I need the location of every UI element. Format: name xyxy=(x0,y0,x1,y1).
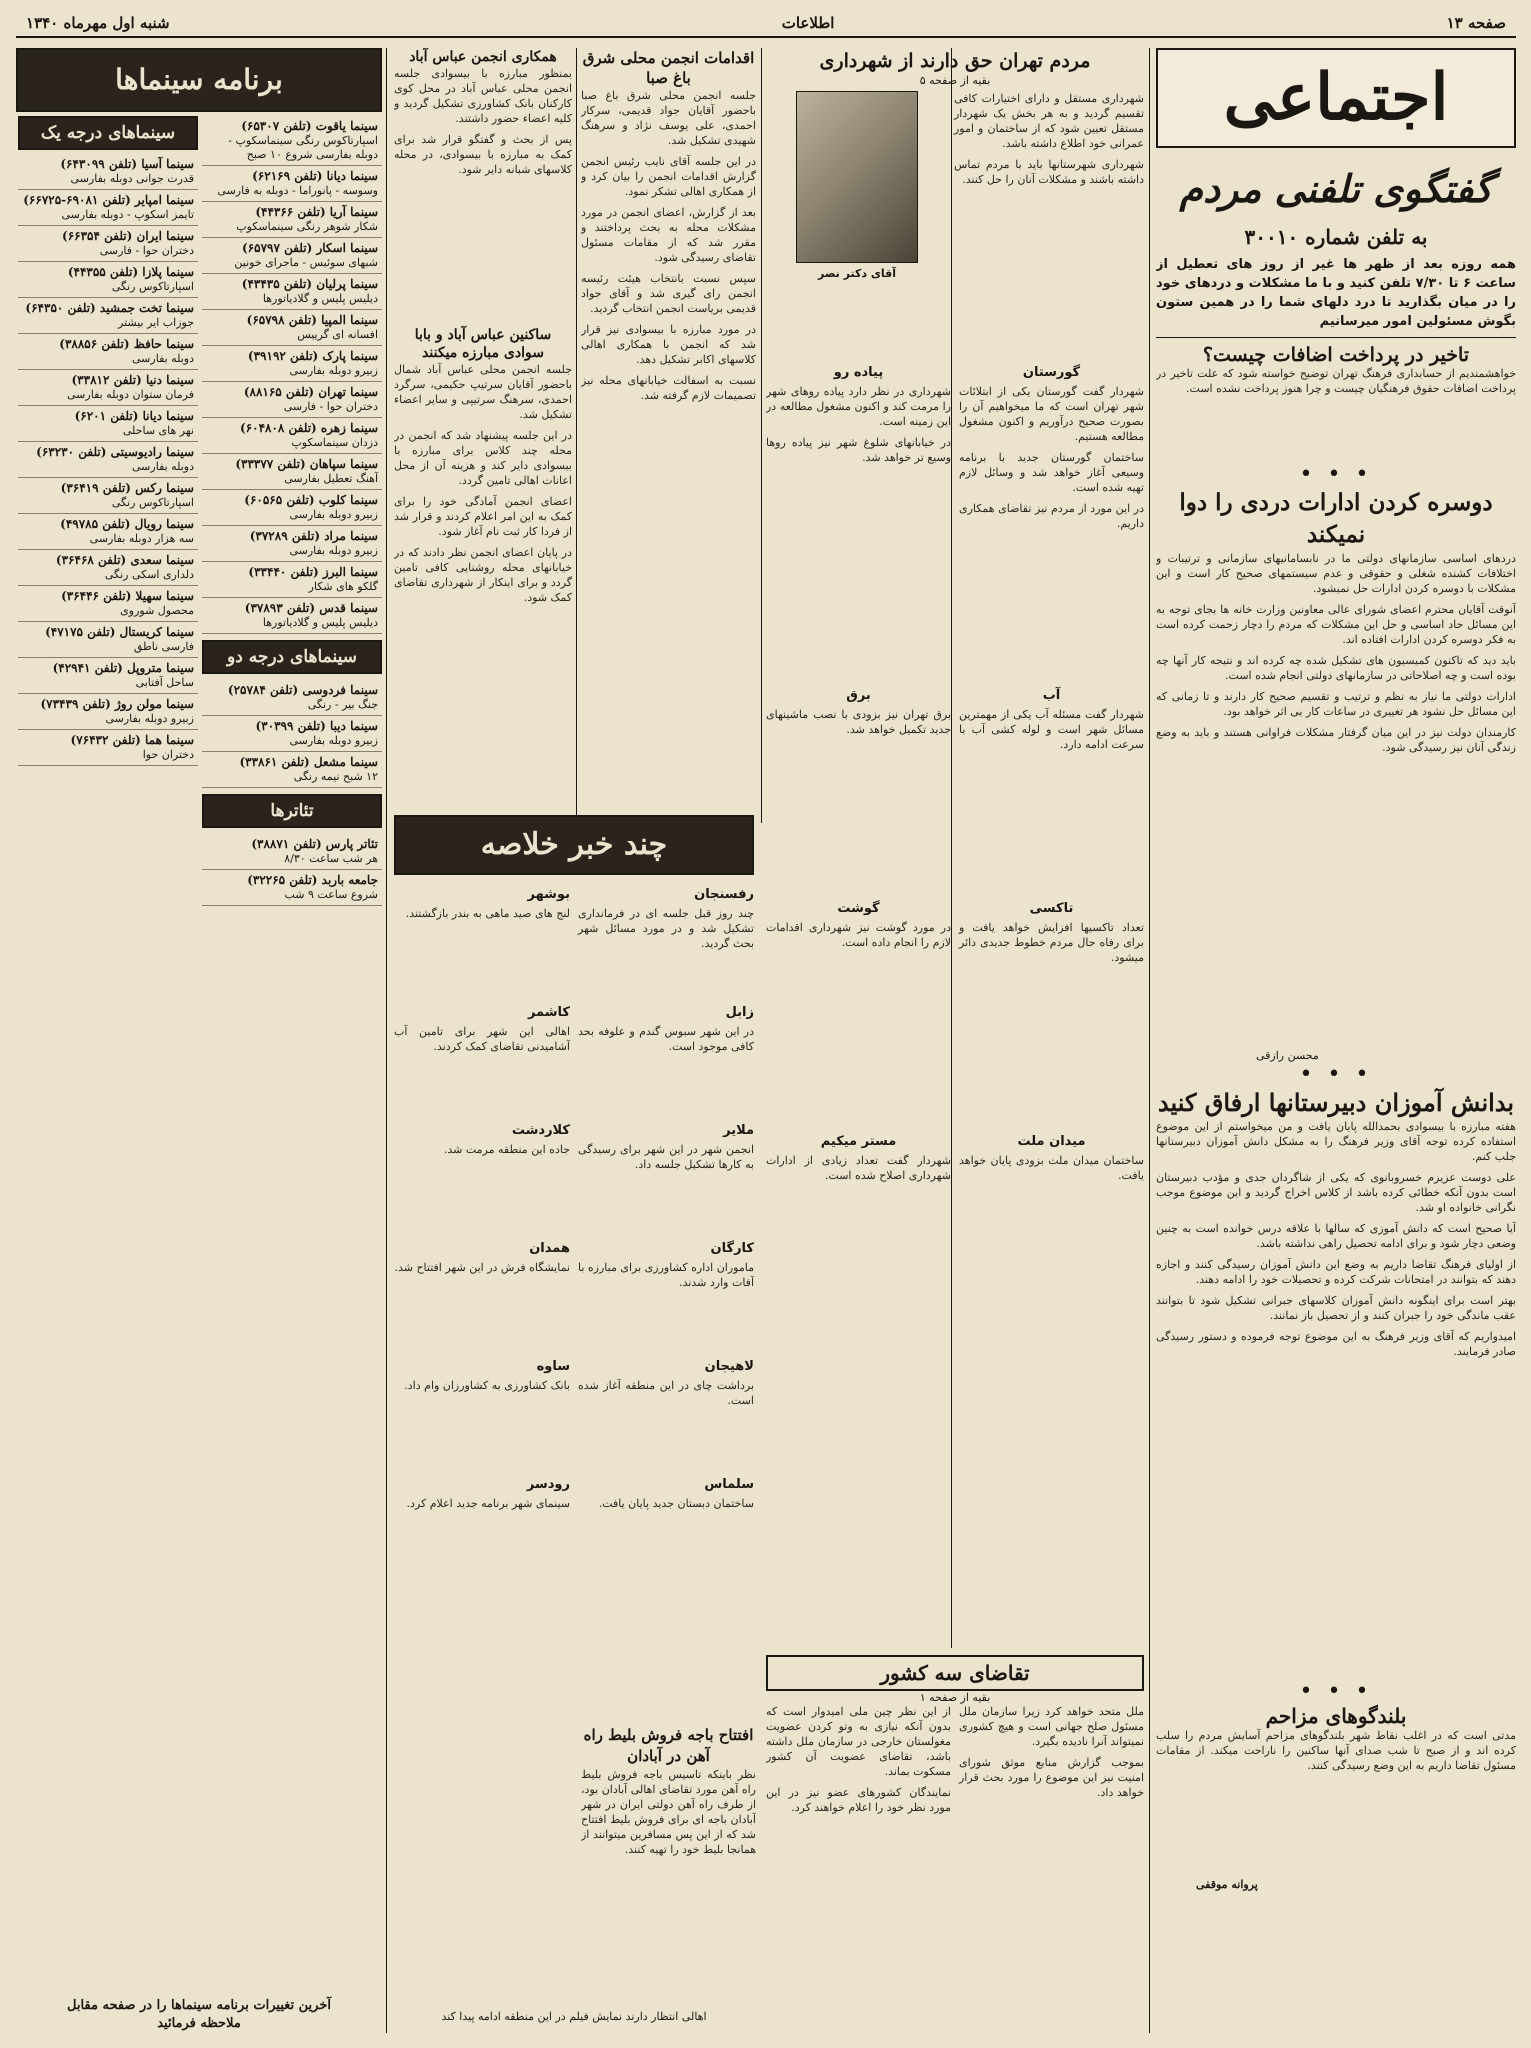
theater-listing xyxy=(202,834,382,870)
subhead: پیاده رو xyxy=(833,365,884,380)
cinema-listing-info: زبیرو دوبله بفارسی xyxy=(105,712,194,725)
cinema-listing-name: سینما دیبا (تلفن ۳۰۳۹۹) xyxy=(255,719,378,733)
section-masthead xyxy=(1156,48,1516,148)
section-banner: برنامه سینماها xyxy=(16,48,382,112)
city-name: کارگان xyxy=(710,1241,754,1256)
subhead: میدان ملت xyxy=(1017,1134,1086,1149)
cinema-listing xyxy=(202,202,382,238)
cinema-listing-info: اسپارتاکوس رنگی xyxy=(111,496,194,509)
cinema-listing-info: زبیرو دوبله بفارسی xyxy=(289,734,378,747)
cinema-listing-name: سینما رکس (تلفن ۳۶۴۱۹) xyxy=(60,481,194,495)
article-body: هفته مبارزه با بیسوادی بحمدالله پایان یافت و من میخواستم از این موضوع استفاده کرده توجه آقای وزیر فرهنگ را به مشکل دانش آموزان دبیرستانها جلب کنم. علی دوست عزیزم خسروبانوی که یکی از شاگردان جدی و مؤدب دبیرستان است بدون آنکه خطائی کرده باشد از کلاس اخراج گردید و این موضوع موجب نگرانی خانواده او شد. آیا صحیح است که دانش آموزی که سالها با علاقه درس خوانده است به چنین وضعی دچار شود و برای ادامه تحصیل راهی نداشته باشد. از اولیای فرهنگ تقاضا داریم به وضع این دانش آموزان رسیدگی کنند و اجازه دهند که بتوانند در امتحانات شرکت کرده و تحصیلات خود را ادامه دهند. بهتر است برای اینگونه دانش آموزان کلاسهای جبرانی تشکیل شود تا بتوانند عقب ماندگی خود را جبران کنند و از تحصیل باز نمانند. امیدواریم که آقای وزیر فرهنگ به این موضوع توجه فرموده و دستور رسیدگی صادر فرمایند. xyxy=(1156,1120,1516,1358)
article-title: اقدامات انجمن محلی شرق باغ صبا xyxy=(582,49,755,87)
article-body: خواهشمندیم از حسابداری فرهنگ تهران توضیح خواسته شود که علت تاخیر در پرداخت اضافات حقوق فرهنگیان چیست و چرا هنوز پرداخت نشده است. xyxy=(1156,367,1516,395)
cinema-listing-info: دختران حوا - فارسی xyxy=(283,400,378,413)
teghaza-article xyxy=(766,1655,1144,2030)
cinema-listing-name: سینما متروپل (تلفن ۴۲۹۴۱) xyxy=(52,661,194,675)
cinema-listing-info: تایمز اسکوپ - دوبله بفارسی xyxy=(61,208,194,221)
article-title: ساکنین عباس آباد و بابا سوادی مبارزه میکنند xyxy=(414,327,552,361)
cinema-listing-name: سینما تخت جمشید (تلفن ۶۴۳۵۰) xyxy=(25,301,194,315)
cinema-listing-name: سینما دیانا (تلفن ۶۲۰۱) xyxy=(74,409,194,423)
column-rule xyxy=(761,48,762,823)
cinema-listing xyxy=(18,550,198,586)
city-name: همدان xyxy=(529,1241,570,1256)
cinema-listing xyxy=(202,490,382,526)
subhead: گوشت xyxy=(837,901,880,916)
city-name: ساوه xyxy=(536,1359,570,1374)
cinema-listing xyxy=(18,478,198,514)
news-body: بانک کشاورزی به کشاورزان وام داد. xyxy=(404,1379,570,1392)
cinema-listing-info: ساحل آفتابی xyxy=(135,676,194,689)
cinema-section xyxy=(16,48,382,2033)
cinema-footer: ملاحظه فرمائید xyxy=(157,2016,241,2031)
cinema-listing-name: سینما مشعل (تلفن ۳۳۸۶۱) xyxy=(239,755,378,769)
article-body: مدتی است که در اغلب نقاط شهر بلندگوهای مزاحم آسایش مردم را سلب کرده اند و از صبح تا شب صدای آنها ساکنین را ناراحت میکند. از مقامات مسئول تقاضا داریم به این وضع رسیدگی کنند. xyxy=(1156,1729,1516,1772)
tehran-article xyxy=(766,48,1144,1648)
cinema-listing-name: سینما سعدی (تلفن ۳۶۴۶۸) xyxy=(55,553,194,567)
theater-listing-name: جامعه باربد (تلفن ۳۲۲۶۵) xyxy=(247,873,378,887)
cinema-listing xyxy=(202,598,382,634)
cinema-first-class: سینماهای درجه یک xyxy=(18,116,198,150)
cinema-listing xyxy=(202,680,382,716)
item-title: بلندگوهای مزاحم xyxy=(1265,1704,1407,1728)
subhead: برق xyxy=(846,688,871,703)
cinema-listing-info: اسپارتاکوس رنگی سینماسکوپ - دوبله بفارسی شروع ۱۰ صبح xyxy=(228,134,378,161)
separator: • • • xyxy=(1299,462,1373,487)
item-title: دوسره کردن ادارات دردی را دوا نمیکند xyxy=(1179,489,1493,548)
cinema-listing xyxy=(18,622,198,658)
news-body: چند روز قبل جلسه ای در فرمانداری تشکیل شد و در مورد مسائل شهر بحث گردید. xyxy=(578,907,754,950)
phone-column-title: گفتگوی تلفنی مردم xyxy=(1179,166,1493,211)
city-name: سلماس xyxy=(704,1477,754,1492)
cinema-listing-name: سینما اسکار (تلفن ۶۵۷۹۷) xyxy=(241,241,378,255)
article-title: مردم تهران حق دارند از شهرداری xyxy=(819,50,1091,72)
cinema-listing-info: آهنگ تعطیل بفارسی xyxy=(284,472,378,485)
cinema-listing-name: سینما امپایر (تلفن ۶۹۰۸۱-۶۶۷۲۵) xyxy=(23,193,194,207)
theater-list xyxy=(202,834,382,906)
news-body: در این شهر سبوس گندم و علوفه بحد کافی موجود است. xyxy=(578,1025,754,1053)
cinema-listing-info: فرمان ستوان دوبله بفارسی xyxy=(67,388,194,401)
cinema-listing-name: سینما پلازا (تلفن ۴۴۳۵۵) xyxy=(67,265,194,279)
column-rule xyxy=(576,48,577,823)
news-body: ماموران اداره کشاورزی برای مبارزه با آفات وارد شدند. xyxy=(578,1261,754,1289)
city-name: زابل xyxy=(725,1005,754,1020)
news-body: نمایشگاه فرش در این شهر افتتاح شد. xyxy=(394,1261,570,1274)
article-body: جلسه انجمن محلی عباس آباد شمال باحضور آقایان سرتیپ حکیمی، سرگرد احمدی، سرهنگ سرتیپی و سایر اعضاء تشکیل شد. در این جلسه پیشنهاد شد که انجمن در محله چند کلاس برای مبارزه با بیسوادی دایر کند و هزینه آن از محل اعانات اهالی تامین گردد. اعضای انجمن آمادگی خود را برای کمک به این امر اعلام کردند و قرار شد از فردا کار ثبت نام آغاز شود. در پایان اعضای انجمن نظر دادند که در خیابانهای محله روشنایی کافی تامین گردد و برای اینکار از شهرداری تقاضای کمک شود. xyxy=(394,363,572,604)
cinema-listing-name: سینما حافظ (تلفن ۳۸۸۵۶) xyxy=(59,337,194,351)
cinema-listing xyxy=(202,116,382,166)
news-body: ساختمان دبستان جدید پایان یافت. xyxy=(598,1497,754,1510)
cinema-listing-info: قدرت جوانی دوبله بفارسی xyxy=(70,172,194,185)
cinema-listing xyxy=(18,298,198,334)
cinema-listing xyxy=(202,382,382,418)
khabar-footer: اهالی انتظار دارند نمایش فیلم در این منطقه ادامه پیدا کند xyxy=(441,2010,707,2023)
item-title: تاخیر در پرداخت اضافات چیست؟ xyxy=(1202,344,1470,366)
cinema-listing-name: سینما رادیوسیتی (تلفن ۶۳۲۳۰) xyxy=(36,445,194,459)
cinema-listing xyxy=(18,370,198,406)
cinema-listing-info: دختران حوا - فارسی xyxy=(99,244,194,257)
cinema-listing-name: سینما دنیا (تلفن ۳۳۸۱۲) xyxy=(71,373,194,387)
cinema-listing xyxy=(18,190,198,226)
news-body: لنج های صید ماهی به بندر بازگشتند. xyxy=(405,907,570,920)
page-header xyxy=(16,10,1516,38)
theater-listing xyxy=(202,870,382,906)
article-body: ساختمان میدان ملت بزودی پایان خواهد یافت. xyxy=(959,1154,1144,1182)
cinema-list xyxy=(18,154,198,766)
khabar-footer-box xyxy=(394,2010,754,2032)
cinema-listing xyxy=(18,406,198,442)
news-body: انجمن شهر در این شهر برای رسیدگی به کارها تشکیل جلسه داد. xyxy=(578,1143,754,1171)
theater-listing-name: تئاتر پارس (تلفن ۳۸۸۷۱) xyxy=(251,837,378,851)
cinema-listing-info: جوزاب ایر بیشتر xyxy=(118,316,194,329)
cinema-listing-info: نهر های ساحلی xyxy=(122,424,194,437)
cinema-listing-info: دزدان سینماسکوپ xyxy=(291,436,378,449)
cinema-listing-name: سینما آریا (تلفن ۴۴۳۶۶) xyxy=(255,205,378,219)
cinema-listing-name: سینما تهران (تلفن ۸۸۱۶۵) xyxy=(243,385,378,399)
portrait-photo xyxy=(796,91,918,263)
cinema-listing-info: دوبله بفارسی xyxy=(132,460,194,473)
cinema-listing xyxy=(202,752,382,788)
subhead: گورستان xyxy=(1022,365,1081,380)
cinema-listing-name: سینما مراد (تلفن ۳۷۲۸۹) xyxy=(249,529,378,543)
article-title: همکاری انجمن عباس آباد xyxy=(409,49,557,65)
cinema-listing-info: زبیرو دوبله بفارسی xyxy=(289,544,378,557)
cinema-listing xyxy=(202,166,382,202)
cinema-listing-info: زبیرو دوبله بفارسی xyxy=(289,508,378,521)
cinema-listing xyxy=(18,226,198,262)
item-author: پروانه موقفی xyxy=(1196,1878,1258,1891)
news-body: جاده این منطقه مرمت شد. xyxy=(443,1143,570,1156)
cinema-second-class: سینماهای درجه دو xyxy=(202,640,382,674)
ticket-article xyxy=(581,1725,756,2025)
article-body: شهردار گفت مسئله آب یکی از مهمترین مسائل شهر است و لوله کشی آب با سرعت ادامه دارد. xyxy=(959,708,1144,751)
separator: • • • xyxy=(1299,1062,1373,1087)
article-body: نظر باینکه تاسیس باجه فروش بلیط راه آهن مورد تقاضای اهالی آبادان بود، از طرف راه آهن دولتی ایران در شهر آبادان باجه ای برای فروش بلیط افتتاح شد که از این پس مسافرین میتوانند از همانجا بلیط خود را تهیه کنند. xyxy=(581,1768,756,1856)
cinema-listing xyxy=(202,238,382,274)
khabar-section xyxy=(394,815,754,1720)
cinema-listing-info: زبیرو دوبله بفارسی xyxy=(289,364,378,377)
city-name: بوشهر xyxy=(527,887,570,902)
cinema-listing-name: سینما سپاهان (تلفن ۳۳۳۷۷) xyxy=(235,457,378,471)
article-body: برق تهران نیز بزودی با نصب ماشینهای جدید تکمیل خواهد شد. xyxy=(766,708,951,736)
cinema-listing xyxy=(202,454,382,490)
cinema-listing-info: شکار شوهر رنگی سینماسکوپ xyxy=(236,220,378,233)
cinema-listing-info: دیلیس پلیس و گلادیاتورها xyxy=(262,292,378,305)
cinema-listing xyxy=(18,730,198,766)
newspaper-page xyxy=(16,10,1516,2038)
theater-listing-info: هر شب ساعت ۸/۳۰ xyxy=(284,852,378,865)
page-number: صفحه ۱۳ xyxy=(1446,14,1506,32)
cinema-listing-name: سینما پارک (تلفن ۳۹۱۹۲) xyxy=(247,349,378,363)
item-title: بدانش آموزان دبیرستانها ارفاق کنید xyxy=(1157,1088,1515,1117)
cinema-listing-name: سینما هما (تلفن ۷۶۴۳۲) xyxy=(70,733,194,747)
cinema-theaters: تئاترها xyxy=(202,794,382,828)
cinema-listing-name: سینما قدس (تلفن ۳۷۸۹۳) xyxy=(244,601,378,615)
cinema-listing xyxy=(18,514,198,550)
subhead: آب xyxy=(1042,688,1061,703)
cinema-listing-info: شبهای سوئیس - ماجرای خونین xyxy=(234,256,378,269)
cinema-listing-info: دختران حوا xyxy=(142,748,194,761)
cinema-listing xyxy=(202,716,382,752)
cinema-listing-info: سه هزار دوبله بفارسی xyxy=(89,532,194,545)
phone-number-line: به تلفن شماره ۳۰۰۱۰ xyxy=(1244,225,1428,249)
continued-note: بقیه از صفحه ۵ xyxy=(919,74,991,87)
news-body: اهالی این شهر برای تامین آب آشامیدنی تقاضای کمک کردند. xyxy=(394,1025,570,1053)
cinema-listing-name: سینما زهره (تلفن ۶۰۴۸۰۸) xyxy=(239,421,378,435)
article-body: شهردار گفت گورستان یکی از ابتلائات شهر تهران است که ما میخواهیم آن را بصورت صحیح درآوریم و اکنون مشغول مطالعه هستیم. ساختمان گورستان جدید با برنامه وسیعی آغاز خواهد شد و وسائل لازم تهیه شده است. در این مورد از مردم نیز تقاضای همکاری داریم. xyxy=(959,385,1144,530)
cinema-list xyxy=(202,680,382,788)
cinema-listing-info: ۱۲ شبح نیمه رنگی xyxy=(293,770,378,783)
anjoman-article xyxy=(581,48,756,808)
cinema-listing xyxy=(202,310,382,346)
cinema-listing xyxy=(202,346,382,382)
cinema-listing-name: سینما ایران (تلفن ۶۶۳۵۴) xyxy=(62,229,194,243)
cinema-listing-info: دلداری اسکی رنگی xyxy=(104,568,194,581)
cinema-listing-name: سینما فردوسی (تلفن ۲۵۷۸۴) xyxy=(227,683,378,697)
cinema-listing-name: سینما البرز (تلفن ۳۳۴۴۰) xyxy=(248,565,378,579)
cinema-listing-name: سینما سهیلا (تلفن ۳۶۴۴۶) xyxy=(61,589,194,603)
cinema-footer: آخرین تغییرات برنامه سینماها را در صفحه مقابل xyxy=(66,1998,331,2013)
cinema-listing xyxy=(18,262,198,298)
cinema-listing-info: گلکو های شکار xyxy=(308,580,378,593)
subhead: تاکسی xyxy=(1029,901,1074,916)
cinema-listing-name: سینما کلوب (تلفن ۶۰۵۶۵) xyxy=(244,493,378,507)
cinema-listing-name: سینما المپیا (تلفن ۶۵۷۹۸) xyxy=(246,313,378,327)
cinema-listing xyxy=(18,586,198,622)
cinema-listing-name: سینما پرلیان (تلفن ۴۳۴۳۵) xyxy=(241,277,378,291)
city-name: لاهیجان xyxy=(704,1359,754,1374)
continued-note: بقیه از صفحه ۱ xyxy=(919,1691,991,1704)
article-body: دردهای اساسی سازمانهای دولتی ما در نابسامانیهای سازمانی و ترتیبات و اختلافات کشنده شغلی و حقوقی و عدم سیستمهای صحیح کار است و این مشکلات با دوسره کردن ادارات حل نمیشود. آنوقت آقایان محترم اعضای شورای عالی معاونین وزارت خانه ها بجای توجه به این مسائل حاد اساسی و حل این مشکلات که مردم را دچار زحمت کرده است به فکر دوسره کردن ادارات افتاده اند. باید دید که تاکنون کمیسیون های تشکیل شده چه کرده اند و نتیجه کار آنها چه بوده است و چه اصلاحاتی در سازمانهای دولتی انجام شده است. ادارات دولتی ما نیاز به نظم و ترتیب و تقسیم صحیح کار دارند و تا زمانی که این مسائل حل نشود هر تغییری در ساعات کار بی اثر خواهد بود. کارمندان دولت نیز در این میان گرفتار مشکلات فراوانی هستند و باید به وضع زندگی آنان نیز رسیدگی شود. xyxy=(1156,552,1516,754)
cinema-listing-info: دیلیس پلیس و گلادیاتورها xyxy=(262,616,378,629)
phone-intro: همه روزه بعد از ظهر ها غیر از روز های تعطیل از ساعت ۶ تا ۷/۳۰ تلفن کنید و با ما مشکلات و دردهای خود را در میان بگذارید تا درد دلهای شما را در همین ستون بگوش مسئولین امور میرسانیم xyxy=(1156,257,1516,329)
article-title: تقاضای سه کشور xyxy=(766,1655,1144,1691)
cinema-listing xyxy=(202,562,382,598)
cinema-listing-name: سینما یاقوت (تلفن ۶۵۳۰۷) xyxy=(241,119,378,133)
cinema-listing xyxy=(18,658,198,694)
cinema-listing-info: محصول شوروی xyxy=(120,604,194,617)
cinema-listing-info: دوبله بفارسی xyxy=(132,352,194,365)
cinema-listing xyxy=(18,334,198,370)
cinema-list xyxy=(202,116,382,634)
cinema-listing-info: وسوسه - پانوراما - دوبله به فارسی xyxy=(217,184,378,197)
news-body: سینمای شهر برنامه جدید اعلام کرد. xyxy=(406,1497,570,1510)
column-rule xyxy=(1149,48,1150,2033)
photo-caption: آقای دکتر نصر xyxy=(817,267,897,280)
article-body: ملل متحد خواهد کرد زیرا سازمان ملل مسئول صلح جهانی است و هیچ کشوری نمیتواند آنرا نادیده بگیرد. بموجب گزارش منابع موثق شورای امنیت نیز این موضوع را مورد بحث قرار خواهد داد. از این نظر چین ملی امیدوار است که بدون آنکه نیازی به وتو کردن عضویت مغولستان خارجی در سازمان ملل داشته باشد، تقاضای عضویت آن کشور مسکوت بماند. نمایندگان کشورهای عضو نیز در این مورد نظر خود را اعلام خواهند کرد. xyxy=(766,1705,1144,1814)
newspaper-name: اطلاعات xyxy=(781,14,835,32)
cinema-listing-info: افسانه ای گرییس xyxy=(297,328,378,341)
item-author: محسن رازقی xyxy=(1256,1049,1319,1062)
city-name: رودسر xyxy=(526,1477,570,1492)
separator: • • • xyxy=(1299,1679,1373,1704)
cinema-listing-info: اسپارتاکوس رنگی xyxy=(111,280,194,293)
city-name: کلاردشت xyxy=(511,1123,570,1138)
cinema-listing xyxy=(202,274,382,310)
section-title: اجتماعی xyxy=(1223,60,1449,135)
cinema-listing-name: سینما آسیا (تلفن ۶۴۳۰۹۹) xyxy=(60,157,194,171)
cinema-listing xyxy=(18,694,198,730)
article-body: شهرداری در نظر دارد پیاده روهای شهر را مرمت کند و اکنون مشغول مطالعه در این زمینه است. در خیابانهای شلوغ شهر نیز پیاده روها وسیع تر خواهد شد. xyxy=(766,385,951,464)
city-name: کاشمر xyxy=(527,1005,570,1020)
ejtemaei-section xyxy=(1156,48,1516,2033)
cinema-listing xyxy=(18,154,198,190)
issue-date: شنبه اول مهرماه ۱۳۴۰ xyxy=(26,14,170,32)
anjoman2-article xyxy=(394,48,572,808)
section-banner: چند خبر خلاصه xyxy=(394,815,754,875)
article-body: جلسه انجمن محلی شرق باغ صبا باحضور آقایان جواد قدیمی، سرکار احمدی، علی یوسف نژاد و سرهنگ شهیدی تشکیل شد. در این جلسه آقای نایب رئیس انجمن گزارش اقدامات انجمن را بیان کرد و از همکاری اهالی تشکر نمود. بعد از گزارش، اعضای انجمن در مورد مشکلات محله به بحث پرداختند و مقرر شد که از مقامات مسئول تقاضای رسیدگی شود. سپس نسبت بانتخاب هیئت رئیسه انجمن رای گیری شد و آقای جواد قدیمی بریاست انجمن انتخاب گردید. در مورد مبارزه با بیسوادی نیز قرار شد که انجمن با همکاری اهالی کلاسهای اکابر تشکیل دهد. نسبت به اسفالت خیابانهای محله نیز تصمیمات لازم گرفته شد. xyxy=(581,89,756,402)
article-body: تعداد تاکسیها افزایش خواهد یافت و برای رفاه حال مردم خطوط جدیدی دائر میشود. xyxy=(959,921,1144,964)
article-body: شهردار گفت تعداد زیادی از ادارات شهرداری اصلاح شده است. xyxy=(766,1154,951,1182)
subhead: مستر میکیم xyxy=(820,1134,897,1149)
cinema-listing-info: جنگ بیر - رنگی xyxy=(307,698,378,711)
article-body: در مورد گوشت نیز شهرداری اقدامات لازم را انجام داده است. xyxy=(766,921,951,949)
city-name: رفسنجان xyxy=(694,887,754,902)
theater-listing-info: شروع ساعت ۹ شب xyxy=(284,888,378,901)
article-body: بمنظور مبارزه با بیسوادی جلسه انجمن محلی عباس آباد در محل کوی کارکنان بانک کشاورزی تشکیل گردید و کلیه اعضاء حضور داشتند. پس از بحث و گفتگو قرار شد برای کمک به مبارزه با بیسوادی، در محله کلاسهای شبانه دایر شود. xyxy=(394,67,572,176)
cinema-listing-name: سینما مولن روژ (تلفن ۷۳۴۳۹) xyxy=(40,697,194,711)
cinema-listing xyxy=(202,418,382,454)
cinema-listing xyxy=(18,442,198,478)
cinema-listing-name: سینما رویال (تلفن ۴۹۷۸۵) xyxy=(60,517,194,531)
cinema-listing-info: فارسی ناطق xyxy=(133,640,194,653)
cinema-listing xyxy=(202,526,382,562)
article-body: شهرداری مستقل و دارای اختیارات کافی تقسیم گردید و به هر بخش یک شهردار مستقل تعیین شود که از ساختمان و امور عمرانی خود اطلاع داشته باشد. شهرداری شهرستانها باید با مردم تماس داشته باشند و مشکلات آنان را حل کنند. xyxy=(954,92,1144,186)
cinema-listing-name: سینما کریستال (تلفن ۴۷۱۷۵) xyxy=(45,625,194,639)
article-title: افتتاح باجه فروش بلیط راه آهن در آبادان xyxy=(583,1726,754,1765)
column-rule xyxy=(386,48,387,2033)
cinema-listing-name: سینما دیانا (تلفن ۶۲۱۶۹) xyxy=(252,169,378,183)
news-body: برداشت چای در این منطقه آغاز شده است. xyxy=(578,1379,754,1407)
city-name: ملایر xyxy=(723,1123,754,1138)
